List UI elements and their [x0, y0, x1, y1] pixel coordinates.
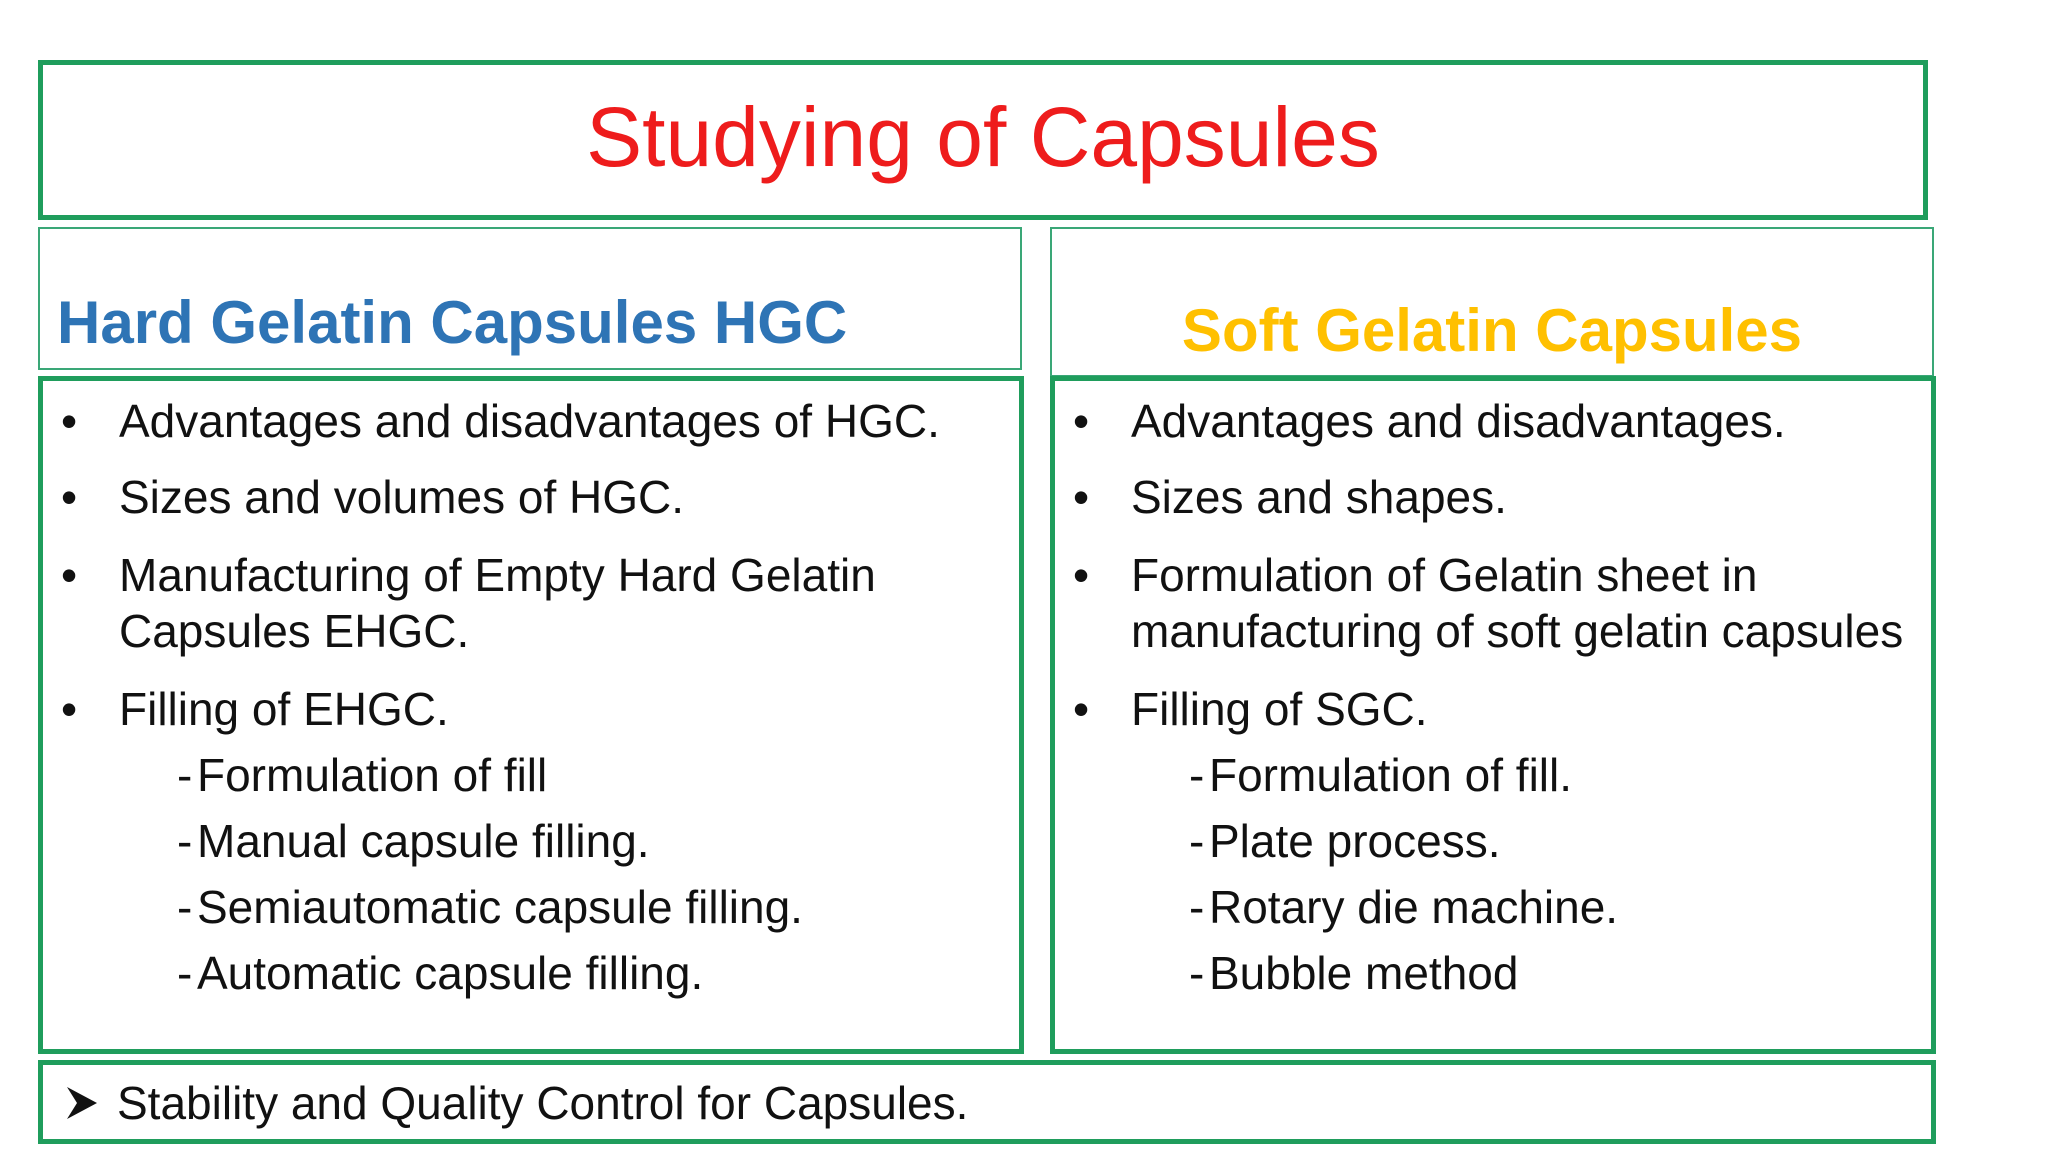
bullet-icon: • [1073, 683, 1090, 735]
dash-icon: - [177, 815, 193, 867]
dash-icon: - [1189, 749, 1205, 801]
sgc-heading: Soft Gelatin Capsules [1181, 297, 1803, 364]
bullet-icon: • [1073, 471, 1090, 523]
dash-icon: - [177, 947, 193, 999]
sub-list-item-text: Manual capsule filling. [197, 815, 650, 867]
dash-icon: - [1189, 947, 1205, 999]
bullet-icon: • [1073, 395, 1090, 447]
sub-list-item-text: Automatic capsule filling. [197, 947, 704, 999]
sgc-list-box [1050, 376, 1936, 1054]
hgc-heading-box [38, 227, 1022, 370]
list-item-text: Sizes and shapes. [1131, 471, 1507, 523]
sgc-heading-box [1050, 227, 1934, 377]
bullet-icon: • [1073, 549, 1090, 601]
bullet-icon: • [61, 683, 78, 735]
sub-list-item-text: Semiautomatic capsule filling. [197, 881, 803, 933]
list-item-text: Advantages and disadvantages. [1131, 395, 1786, 447]
dash-icon: - [177, 881, 193, 933]
list-item-text: Manufacturing of Empty Hard Gelatin Capsules EHGC. [119, 549, 876, 657]
list-item-text: Formulation of Gelatin sheet in manufacturing of soft gelatin capsules [1131, 549, 1904, 657]
sub-list-item-text: Rotary die machine. [1209, 881, 1619, 933]
sub-list-item-text: Formulation of fill [197, 749, 548, 801]
arrow-bullet-icon [63, 1075, 103, 1131]
dash-icon: - [177, 749, 193, 801]
dash-icon: - [1189, 815, 1205, 867]
sub-list-item-text: Formulation of fill. [1209, 749, 1573, 801]
list-item-text: Advantages and disadvantages of HGC. [119, 395, 940, 447]
dash-icon: - [1189, 881, 1205, 933]
hgc-heading: Hard Gelatin Capsules HGC [57, 289, 848, 356]
bullet-icon: • [61, 395, 78, 447]
page-title: Studying of Capsules [586, 90, 1380, 184]
list-item-text: Filling of SGC. [1131, 683, 1428, 735]
bullet-icon: • [61, 471, 78, 523]
footer-box [38, 1060, 1936, 1144]
sub-list-item-text: Plate process. [1209, 815, 1501, 867]
list-item-text: Filling of EHGC. [119, 683, 449, 735]
title-box [38, 60, 1928, 220]
hgc-list-box [38, 376, 1024, 1054]
sub-list-item-text: Bubble method [1209, 947, 1519, 999]
footer-text: Stability and Quality Control for Capsules. [117, 1077, 969, 1129]
list-item-text: Sizes and volumes of HGC. [119, 471, 685, 523]
bullet-icon: • [61, 549, 78, 601]
